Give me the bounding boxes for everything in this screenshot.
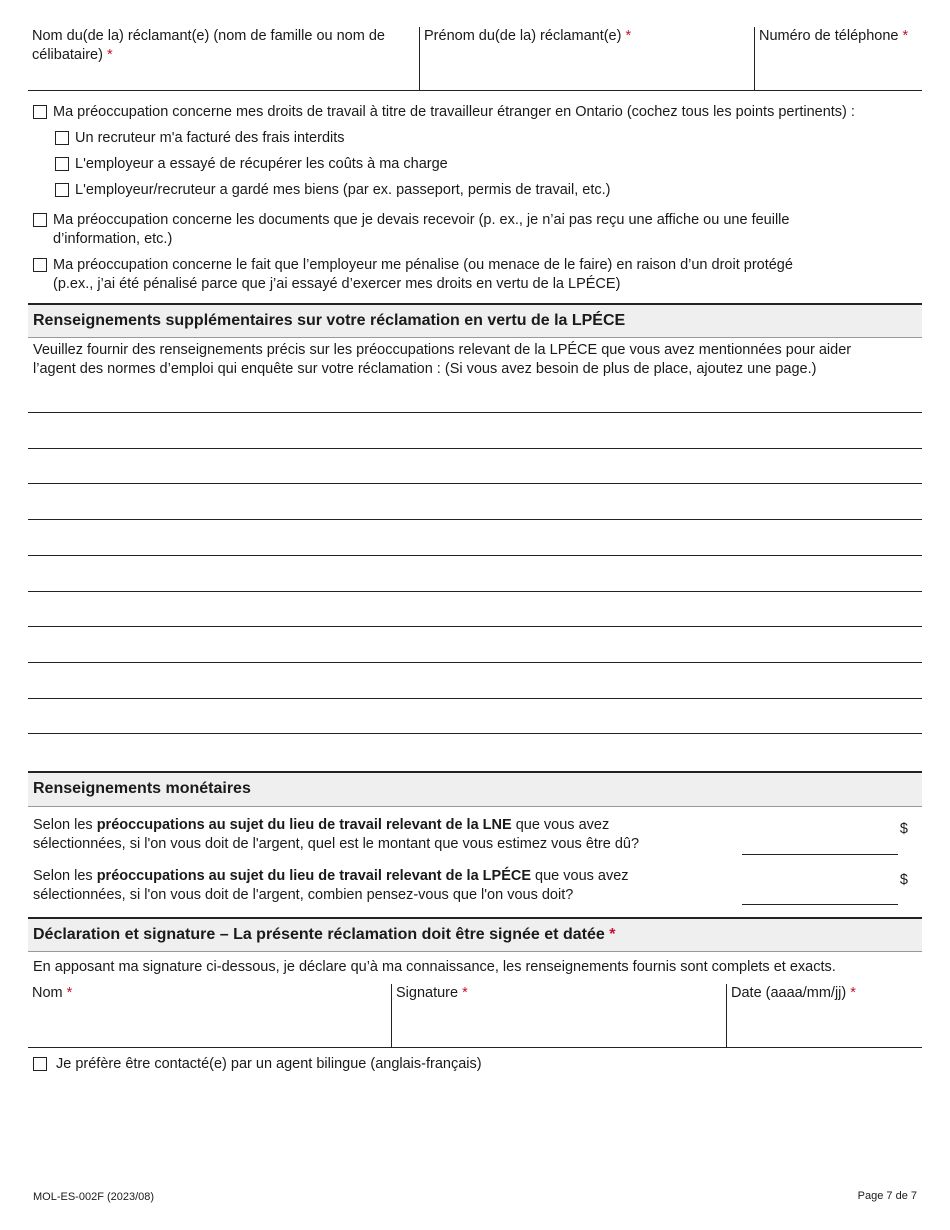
lne-amount-row xyxy=(33,816,922,858)
additional-info-heading xyxy=(28,303,922,338)
lpece-amount-question: Selon les préoccupations au sujet du lieu de travail relevant de la LPÉCE que vous avez sélectionnées, si l'on vous doit de l'argent, combien pensez-vous que l'on vous doit? xyxy=(33,868,629,903)
writing-line xyxy=(28,555,922,556)
declaration-heading-text: Déclaration et signature – La présente réclamation doit être signée et datée * xyxy=(33,925,616,943)
last-name-input[interactable] xyxy=(28,66,419,90)
declaration-statement: En apposant ma signature ci-dessous, je déclare qu’à ma connaissance, les renseignements fournis sont complets et exacts. xyxy=(33,959,836,975)
date-label: Date (aaaa/mm/jj) * xyxy=(731,985,856,1001)
kept-property-label: L'employeur/recruteur a gardé mes biens (par ex. passeport, permis de travail, etc.) xyxy=(75,182,611,198)
additional-info-instructions: Veuillez fournir des renseignements précis sur les préoccupations relevant de la LPÉCE que vous avez mentionnées pour aider l’agent des normes d’emploi qui enquête sur votre réclamation : (Si vous avez besoin de plus de place, ajoutez une page.) xyxy=(33,342,852,377)
signature-fields-row xyxy=(28,984,922,1048)
kept-property-checkbox[interactable] xyxy=(55,183,69,197)
required-mark: * xyxy=(609,925,616,943)
required-mark: * xyxy=(106,46,113,63)
prohibited-fees-concern xyxy=(55,129,345,148)
required-mark: * xyxy=(902,28,909,44)
lpece-amount-input[interactable] xyxy=(742,904,898,905)
first-name-label: Prénom du(de la) réclamant(e) * xyxy=(424,28,632,44)
name-field[interactable] xyxy=(28,984,391,1047)
cost-recovery-checkbox[interactable] xyxy=(55,157,69,171)
foreign-worker-checkbox[interactable] xyxy=(33,105,47,119)
cost-recovery-concern xyxy=(55,155,448,174)
required-mark: * xyxy=(850,985,856,1001)
documents-label: Ma préoccupation concerne les documents que je devais recevoir (p. ex., je n’ai pas reçu une affiche ou une feuille d’information, etc.) xyxy=(53,212,790,247)
phone-label: Numéro de téléphone * xyxy=(759,28,909,44)
form-code: MOL-ES-002F (2023/08) xyxy=(33,1191,155,1203)
signature-field[interactable] xyxy=(391,984,726,1047)
name-label: Nom * xyxy=(32,985,73,1001)
first-name-input[interactable] xyxy=(420,66,754,90)
phone-field[interactable] xyxy=(754,27,922,90)
signature-input[interactable] xyxy=(392,1023,726,1047)
phone-input[interactable] xyxy=(755,66,922,90)
reprisal-concern xyxy=(33,256,922,294)
additional-info-heading-text: Renseignements supplémentaires sur votre réclamation en vertu de la LPÉCE xyxy=(33,311,626,329)
required-mark: * xyxy=(462,985,468,1001)
claimant-fields-row xyxy=(28,27,922,91)
writing-line xyxy=(28,519,922,520)
name-input[interactable] xyxy=(28,1023,391,1047)
lne-amount-question: Selon les préoccupations au sujet du lieu de travail relevant de la LNE que vous avez sélectionnées, si l'on vous doit de l'argent, quel est le montant que vous estimez vous être dû? xyxy=(33,817,640,852)
last-name-field[interactable] xyxy=(28,27,419,90)
last-name-label: Nom du(de la) réclamant(e) (nom de famille ou nom de célibataire) * xyxy=(32,28,385,63)
writing-line xyxy=(28,591,922,592)
writing-line xyxy=(28,412,922,413)
writing-line xyxy=(28,483,922,484)
writing-line xyxy=(28,698,922,699)
currency-symbol: $ xyxy=(899,821,908,837)
monetary-heading xyxy=(28,771,922,807)
currency-symbol: $ xyxy=(899,872,908,888)
lpece-amount-row xyxy=(33,867,922,909)
prohibited-fees-label: Un recruteur m'a facturé des frais interdits xyxy=(75,130,345,146)
reprisal-label: Ma préoccupation concerne le fait que l’employeur me pénalise (ou menace de le faire) en raison d’un droit protégé (p.ex., j’ai été pénalisé parce que j’ai essayé d’exercer mes droits en vertu de la LPÉCE) xyxy=(53,257,793,292)
cost-recovery-label: L'employeur a essayé de récupérer les coûts à ma charge xyxy=(75,156,448,172)
declaration-heading xyxy=(28,917,922,952)
writing-line xyxy=(28,626,922,627)
date-input[interactable] xyxy=(727,1023,922,1047)
bilingual-preference xyxy=(33,1055,482,1074)
required-mark: * xyxy=(625,28,632,44)
required-mark: * xyxy=(66,985,73,1001)
reprisal-checkbox[interactable] xyxy=(33,258,47,272)
writing-line xyxy=(28,662,922,663)
prohibited-fees-checkbox[interactable] xyxy=(55,131,69,145)
date-field[interactable] xyxy=(726,984,922,1047)
documents-checkbox[interactable] xyxy=(33,213,47,227)
foreign-worker-label: Ma préoccupation concerne mes droits de travail à titre de travailleur étranger en Ontario (cochez tous les points pertinents) : xyxy=(53,104,855,120)
bilingual-checkbox[interactable] xyxy=(33,1057,47,1071)
documents-concern xyxy=(33,211,922,249)
page-number: Page 7 de 7 xyxy=(857,1190,917,1202)
monetary-heading-text: Renseignements monétaires xyxy=(33,780,251,798)
foreign-worker-concern xyxy=(33,103,922,122)
signature-label: Signature * xyxy=(396,985,468,1001)
writing-line xyxy=(28,733,922,734)
writing-line xyxy=(28,448,922,449)
first-name-field[interactable] xyxy=(419,27,754,90)
lne-amount-input[interactable] xyxy=(742,854,898,855)
kept-property-concern xyxy=(55,181,610,200)
bilingual-label: Je préfère être contacté(e) par un agent bilingue (anglais-français) xyxy=(56,1056,482,1072)
